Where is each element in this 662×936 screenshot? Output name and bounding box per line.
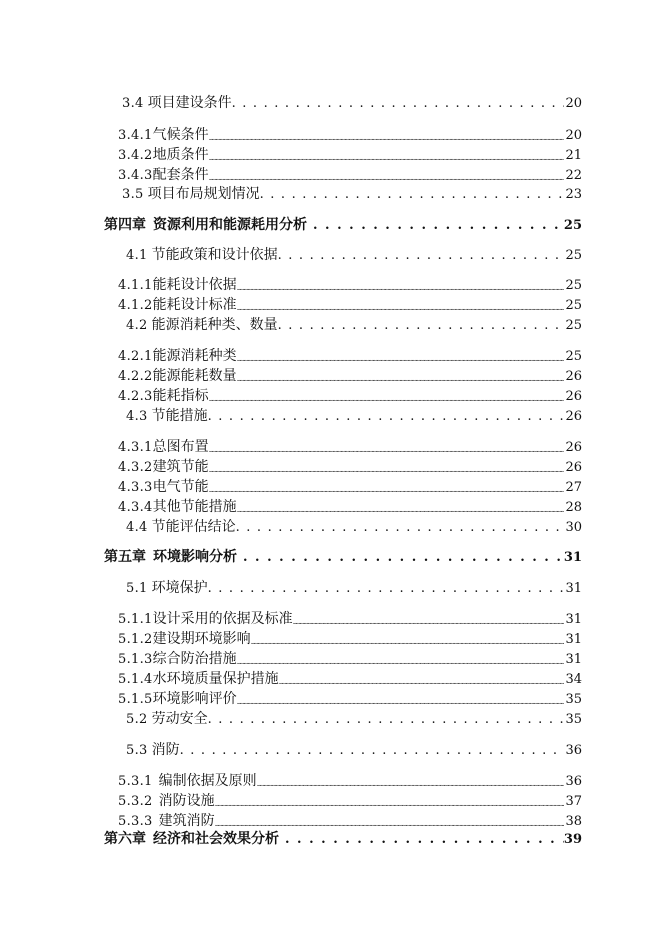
toc-entry-number: 5.1.4 — [118, 672, 153, 687]
toc-entry-title: 能耗设计标准 — [152, 297, 237, 313]
toc-entry-subsection[interactable] — [118, 440, 582, 454]
toc-entry-subsection[interactable] — [118, 774, 582, 788]
toc-entry-subsection[interactable] — [118, 389, 582, 403]
toc-entry-number: 4.1.1 — [118, 278, 153, 293]
toc-entry-section[interactable] — [126, 743, 582, 757]
toc-entry-page: 20 — [565, 96, 582, 111]
toc-entry-title: 项目建设条件 — [147, 95, 232, 111]
toc-entry-page: 38 — [565, 814, 582, 829]
toc-leader-dots — [208, 713, 564, 726]
toc-entry-page: 21 — [565, 148, 582, 163]
toc-entry-number: 4.3 — [126, 409, 148, 424]
toc-entry-number: 5.1.3 — [118, 652, 153, 667]
toc-leader-dots — [257, 780, 564, 788]
toc-entry-page: 31 — [563, 550, 582, 565]
toc-entry-page: 25 — [563, 218, 582, 233]
toc-leader-dots — [260, 188, 564, 201]
toc-entry-subsection[interactable] — [118, 278, 582, 292]
toc-entry-title: 综合防治措施 — [152, 651, 237, 667]
toc-entry-number: 5.1.5 — [118, 692, 153, 707]
toc-leader-dots — [237, 375, 564, 383]
toc-leader-dots — [237, 658, 564, 666]
toc-entry-number: 4.1.2 — [118, 298, 153, 313]
toc-entry-title: 经济和社会效果分析 — [153, 831, 279, 847]
toc-entry-title: 地质条件 — [152, 147, 209, 163]
toc-entry-section[interactable] — [126, 318, 582, 332]
toc-entry-number: 4.2.1 — [118, 349, 153, 364]
toc-entry-number: 5.3.2 — [118, 794, 153, 809]
toc-entry-page: 31 — [565, 652, 582, 667]
toc-entry-section[interactable] — [126, 712, 582, 726]
toc-leader-dots — [209, 446, 564, 454]
toc-leader-dots — [313, 219, 564, 232]
toc-entry-number: 第六章 — [104, 831, 146, 847]
toc-entry-title: 节能评估结论 — [151, 519, 236, 535]
toc-leader-dots — [237, 506, 564, 514]
toc-leader-dots — [209, 174, 564, 182]
toc-entry-title: 能源消耗种类、数量 — [151, 317, 278, 333]
toc-entry-title: 能源能耗数量 — [152, 368, 237, 384]
toc-entry-page: 36 — [565, 774, 582, 789]
toc-leader-dots — [180, 744, 564, 757]
toc-entry-page: 26 — [565, 460, 582, 475]
toc-entry-page: 25 — [565, 248, 582, 263]
toc-entry-subsection[interactable] — [118, 480, 582, 494]
toc-entry-subsection[interactable] — [118, 349, 582, 363]
toc-leader-dots — [293, 618, 564, 626]
toc-leader-dots — [209, 395, 564, 403]
toc-entry-page: 20 — [565, 128, 582, 143]
toc-entry-title: 能耗指标 — [152, 388, 209, 404]
toc-entry-number: 4.3.4 — [118, 500, 153, 515]
toc-entry-title: 消防设施 — [158, 793, 215, 809]
toc-entry-title: 编制依据及原则 — [158, 773, 257, 789]
toc-entry-subsection[interactable] — [118, 500, 582, 514]
toc-entry-number: 4.3.1 — [118, 440, 153, 455]
toc-entry-section[interactable] — [126, 581, 582, 595]
toc-entry-subsection[interactable] — [118, 148, 582, 162]
toc-entry-number: 5.1.2 — [118, 632, 153, 647]
toc-entry-page: 26 — [565, 369, 582, 384]
toc-entry-number: 5.1.1 — [118, 612, 153, 627]
toc-entry-title: 水环境质量保护措施 — [152, 671, 279, 687]
toc-leader-dots — [251, 638, 564, 646]
toc-leader-dots — [237, 698, 564, 706]
toc-entry-number: 第四章 — [104, 217, 146, 233]
toc-entry-number: 3.4.3 — [118, 168, 153, 183]
toc-entry-page: 22 — [565, 168, 582, 183]
toc-entry-title: 建筑节能 — [152, 459, 209, 475]
toc-entry-number: 4.2.2 — [118, 369, 153, 384]
toc-entry-title: 节能措施 — [151, 408, 208, 424]
toc-entry-page: 39 — [563, 832, 582, 847]
toc-entry-number: 4.2.3 — [118, 389, 153, 404]
toc-entry-title: 资源利用和能源耗用分析 — [153, 217, 307, 233]
toc-entry-number: 第五章 — [104, 549, 146, 565]
toc-entry-page: 25 — [565, 318, 582, 333]
toc-entry-chapter[interactable] — [104, 550, 582, 564]
toc-entry-chapter[interactable] — [104, 832, 582, 846]
toc-leader-dots — [209, 466, 564, 474]
toc-entry-page: 25 — [565, 278, 582, 293]
toc-leader-dots — [278, 319, 564, 332]
toc-entry-title: 建设期环境影响 — [152, 631, 251, 647]
toc-entry-title: 能源消耗种类 — [152, 348, 237, 364]
toc-entry-number: 3.5 — [122, 187, 144, 202]
toc-leader-dots — [209, 154, 564, 162]
toc-entry-title: 环境影响评价 — [152, 691, 237, 707]
toc-entry-title: 配套条件 — [152, 167, 209, 183]
toc-entry-number: 4.3.3 — [118, 480, 153, 495]
toc-entry-title: 节能政策和设计依据 — [151, 247, 278, 263]
toc-entry-number: 4.1 — [126, 248, 148, 263]
toc-entry-page: 25 — [565, 298, 582, 313]
toc-leader-dots — [237, 284, 564, 292]
toc-entry-page: 35 — [565, 692, 582, 707]
toc-leader-dots — [208, 582, 564, 595]
toc-leader-dots — [215, 820, 564, 828]
toc-entry-section[interactable] — [126, 520, 582, 534]
toc-entry-number: 4.3.2 — [118, 460, 153, 475]
toc-entry-page: 31 — [565, 632, 582, 647]
toc-leader-dots — [208, 410, 564, 423]
toc-entry-subsection[interactable] — [118, 128, 582, 142]
toc-entry-title: 电气节能 — [152, 479, 209, 495]
toc-leader-dots — [278, 249, 564, 262]
toc-entry-title: 环境影响分析 — [153, 549, 237, 565]
toc-entry-number: 5.3.1 — [118, 774, 153, 789]
toc-entry-page: 26 — [565, 409, 582, 424]
toc-entry-subsection[interactable] — [118, 298, 582, 312]
toc-entry-title: 总图布置 — [152, 439, 209, 455]
toc-entry-page: 30 — [565, 520, 582, 535]
toc-leader-dots — [237, 355, 564, 363]
toc-entry-page: 35 — [565, 712, 582, 727]
toc-entry-page: 26 — [565, 389, 582, 404]
toc-entry-title: 其他节能措施 — [152, 499, 237, 515]
toc-entry-number: 3.4.2 — [118, 148, 153, 163]
toc-entry-page: 37 — [565, 794, 582, 809]
toc-entry-page: 23 — [565, 187, 582, 202]
toc-entry-number: 4.2 — [126, 318, 148, 333]
toc-entry-title: 能耗设计依据 — [152, 277, 237, 293]
toc-leader-dots — [285, 833, 564, 846]
toc-leader-dots — [209, 134, 564, 142]
toc-entry-page: 26 — [565, 440, 582, 455]
toc-entry-title: 建筑消防 — [158, 813, 215, 829]
toc-entry-page: 36 — [565, 743, 582, 758]
toc-entry-subsection[interactable] — [118, 460, 582, 474]
toc-entry-title: 设计采用的依据及标准 — [152, 611, 293, 627]
toc-entry-subsection[interactable] — [118, 652, 582, 666]
toc-entry-section[interactable] — [122, 96, 582, 110]
toc-entry-number: 5.1 — [126, 581, 148, 596]
toc-entry-title: 环境保护 — [151, 580, 208, 596]
toc-entry-number: 3.4.1 — [118, 128, 153, 143]
toc-leader-dots — [237, 304, 564, 312]
toc-entry-title: 项目布局规划情况 — [147, 186, 260, 202]
toc-entry-title: 消防 — [151, 742, 180, 758]
toc-entry-subsection[interactable] — [118, 632, 582, 646]
toc-entry-page: 28 — [565, 500, 582, 515]
toc-entry-section[interactable] — [126, 248, 582, 262]
toc-entry-subsection[interactable] — [118, 794, 582, 808]
toc-entry-section[interactable] — [122, 187, 582, 201]
toc-leader-dots — [236, 521, 564, 534]
toc-entry-number: 5.3 — [126, 743, 148, 758]
toc-entry-page: 31 — [565, 581, 582, 596]
toc-entry-subsection[interactable] — [118, 168, 582, 182]
toc-entry-subsection[interactable] — [118, 612, 582, 626]
toc-entry-number: 5.3.3 — [118, 814, 153, 829]
toc-leader-dots — [209, 486, 564, 494]
toc-entry-number: 5.2 — [126, 712, 148, 727]
toc-entry-subsection[interactable] — [118, 814, 582, 828]
toc-leader-dots — [279, 678, 564, 686]
toc-entry-page: 31 — [565, 612, 582, 627]
toc-entry-title: 气候条件 — [152, 127, 209, 143]
toc-entry-page: 25 — [565, 349, 582, 364]
toc-entry-number: 3.4 — [122, 96, 144, 111]
toc-entry-page: 27 — [565, 480, 582, 495]
toc-entry-subsection[interactable] — [118, 369, 582, 383]
toc-leader-dots — [232, 97, 564, 110]
toc-entry-title: 劳动安全 — [151, 711, 208, 727]
toc-entry-page: 34 — [565, 672, 582, 687]
toc-leader-dots — [215, 800, 564, 808]
toc-leader-dots — [243, 551, 564, 564]
toc-entry-subsection[interactable] — [118, 692, 582, 706]
toc-entry-section[interactable] — [126, 409, 582, 423]
toc-entry-chapter[interactable] — [104, 218, 582, 232]
toc-entry-subsection[interactable] — [118, 672, 582, 686]
toc-entry-number: 4.4 — [126, 520, 148, 535]
